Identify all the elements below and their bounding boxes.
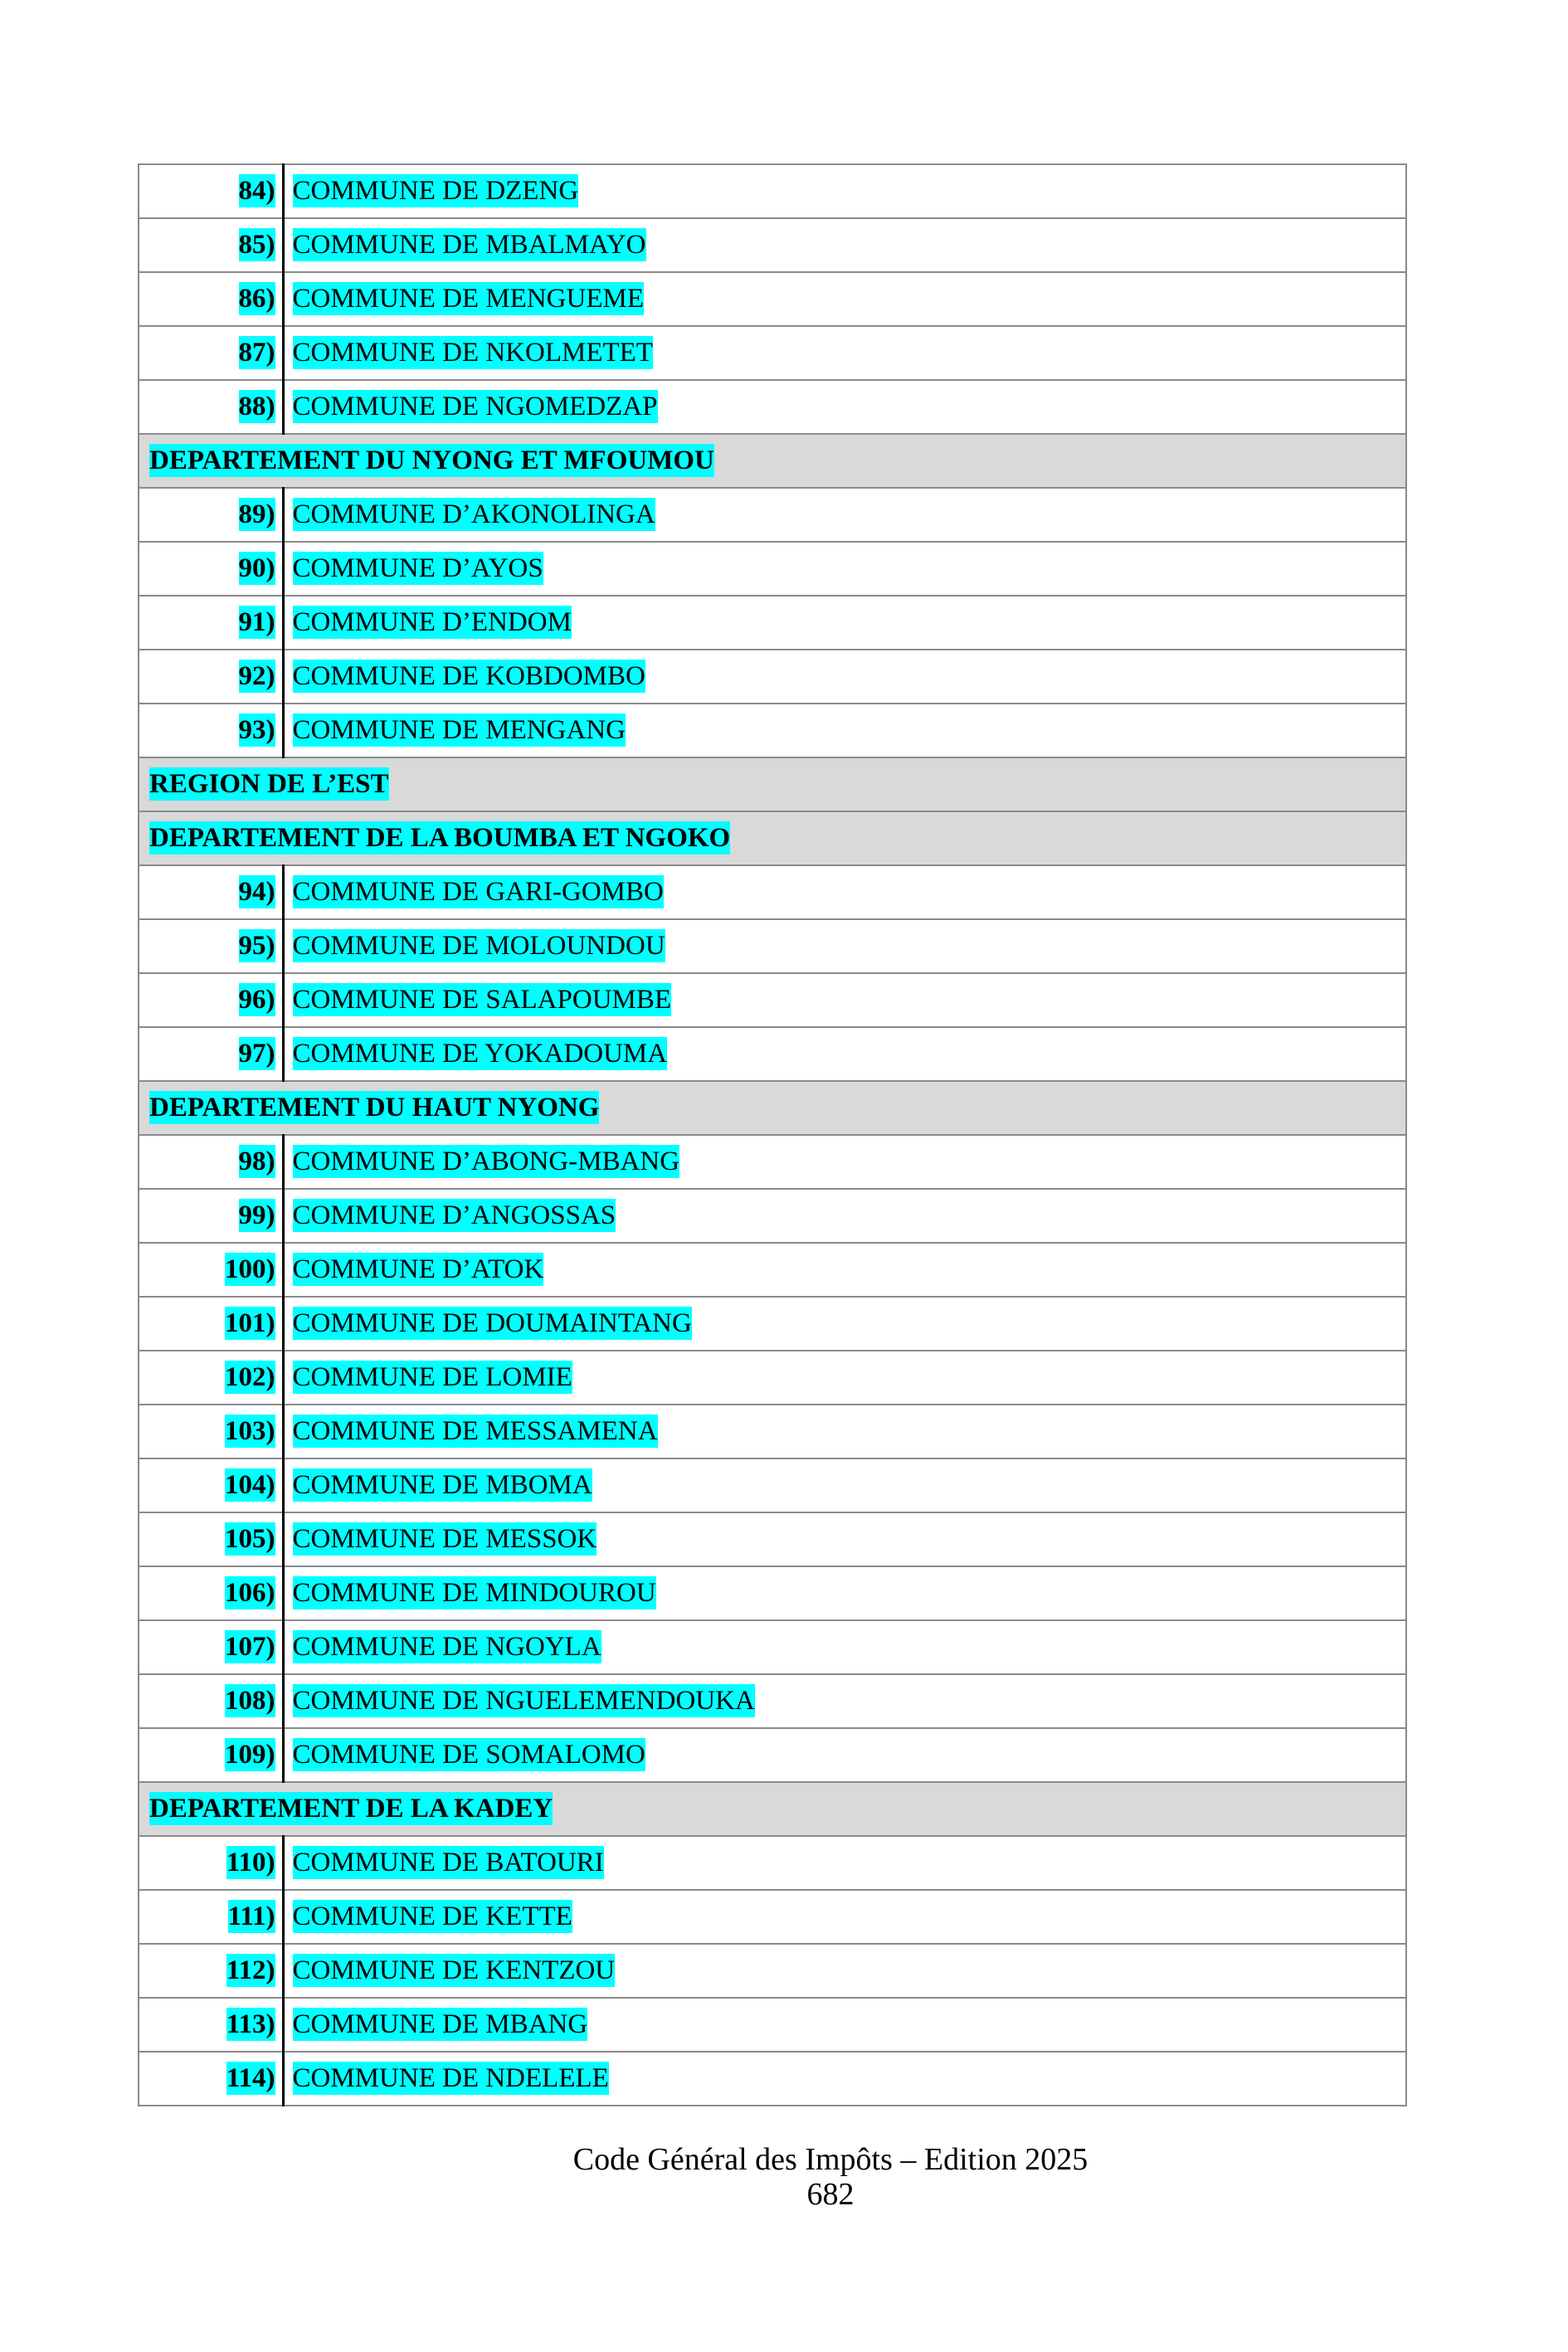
section-header-row [139, 757, 1406, 811]
commune-name-cell [283, 164, 1406, 218]
commune-name-cell [283, 1027, 1406, 1081]
commune-row [139, 1674, 1406, 1728]
row-number: 100) [225, 1254, 275, 1284]
commune-name-cell [283, 1405, 1406, 1458]
commune-name: COMMUNE DE LOMIE [292, 1362, 572, 1392]
section-header-text: DEPARTEMENT DE LA BOUMBA ET NGOKO [149, 823, 731, 853]
commune-name-cell [283, 919, 1406, 973]
commune-name-cell [283, 1674, 1406, 1728]
section-header-text: DEPARTEMENT DU NYONG ET MFOUMOU [149, 446, 714, 475]
commune-name-cell [283, 2052, 1406, 2106]
section-header-cell [139, 811, 1406, 865]
commune-row [139, 1243, 1406, 1297]
commune-name: COMMUNE D’ATOK [292, 1254, 544, 1284]
commune-row [139, 1944, 1406, 1998]
commune-row [139, 1189, 1406, 1243]
commune-name: COMMUNE DE SOMALOMO [292, 1740, 645, 1770]
row-number: 102) [225, 1362, 275, 1392]
commune-name: COMMUNE DE YOKADOUMA [292, 1039, 668, 1069]
row-number-cell [139, 1674, 283, 1728]
commune-name: COMMUNE D’AYOS [292, 553, 543, 583]
commune-name-cell [283, 1297, 1406, 1351]
commune-row [139, 272, 1406, 326]
row-number: 106) [225, 1578, 275, 1608]
row-number: 87) [238, 338, 275, 368]
row-number-cell [139, 865, 283, 919]
commune-name: COMMUNE DE NGUELEMENDOUKA [292, 1686, 755, 1716]
section-header-cell [139, 1081, 1406, 1135]
commune-name-cell [283, 272, 1406, 326]
commune-name-cell [283, 542, 1406, 596]
row-number-cell [139, 1836, 283, 1890]
row-number: 94) [238, 877, 275, 907]
row-number-cell [139, 1998, 283, 2052]
commune-name-cell [283, 1998, 1406, 2052]
section-header-row [139, 811, 1406, 865]
commune-name-cell [283, 704, 1406, 757]
commune-name-cell [283, 865, 1406, 919]
commune-row [139, 1836, 1406, 1890]
section-header-text: REGION DE L’EST [149, 769, 389, 799]
commune-row [139, 1512, 1406, 1566]
row-number-cell [139, 1512, 283, 1566]
communes-table-body [139, 164, 1406, 2106]
row-number-cell [139, 488, 283, 542]
commune-name-cell [283, 1836, 1406, 1890]
row-number: 85) [238, 230, 275, 260]
commune-row [139, 326, 1406, 380]
row-number: 90) [238, 553, 275, 583]
commune-row [139, 1027, 1406, 1081]
section-header-row [139, 1782, 1406, 1836]
footer-title: Code Général des Impôts – Edition 2025 [572, 2142, 1088, 2177]
commune-row [139, 380, 1406, 434]
commune-row [139, 1728, 1406, 1782]
commune-row [139, 1351, 1406, 1405]
row-number: 86) [238, 284, 275, 314]
row-number: 101) [225, 1308, 275, 1338]
row-number: 112) [226, 1955, 275, 1985]
row-number-cell [139, 1405, 283, 1458]
commune-name: COMMUNE DE MESSOK [292, 1524, 597, 1554]
row-number: 88) [238, 392, 275, 421]
commune-name: COMMUNE DE MESSAMENA [292, 1416, 658, 1446]
row-number: 114) [226, 2063, 275, 2093]
row-number: 108) [225, 1686, 275, 1716]
commune-name: COMMUNE DE DOUMAINTANG [292, 1308, 692, 1338]
row-number-cell [139, 1944, 283, 1998]
row-number: 107) [225, 1632, 275, 1662]
commune-row [139, 919, 1406, 973]
commune-name-cell [283, 488, 1406, 542]
commune-name-cell [283, 596, 1406, 650]
commune-name: COMMUNE DE MOLOUNDOU [292, 931, 665, 961]
row-number-cell [139, 704, 283, 757]
commune-row [139, 1998, 1406, 2052]
commune-name: COMMUNE DE NKOLMETET [292, 338, 653, 368]
row-number-cell [139, 650, 283, 704]
commune-name: COMMUNE DE NGOMEDZAP [292, 392, 658, 421]
commune-name: COMMUNE DE KOBDOMBO [292, 661, 645, 691]
commune-name-cell [283, 380, 1406, 434]
row-number-cell [139, 1458, 283, 1512]
commune-name-cell [283, 650, 1406, 704]
commune-name-cell [283, 1458, 1406, 1512]
commune-name: COMMUNE DE MINDOUROU [292, 1578, 656, 1608]
row-number-cell [139, 2052, 283, 2106]
row-number-cell [139, 272, 283, 326]
commune-name: COMMUNE DE SALAPOUMBE [292, 985, 672, 1015]
commune-name-cell [283, 973, 1406, 1027]
commune-name: COMMUNE DE MBOMA [292, 1470, 592, 1500]
commune-row [139, 1405, 1406, 1458]
commune-name-cell [283, 1566, 1406, 1620]
commune-row [139, 1458, 1406, 1512]
commune-name: COMMUNE DE KENTZOU [292, 1955, 616, 1985]
commune-name: COMMUNE DE DZENG [292, 176, 579, 206]
commune-name-cell [283, 1189, 1406, 1243]
row-number-cell [139, 919, 283, 973]
commune-row [139, 164, 1406, 218]
commune-row [139, 973, 1406, 1027]
row-number: 104) [225, 1470, 275, 1500]
commune-name: COMMUNE DE KETTE [292, 1902, 572, 1931]
commune-row [139, 218, 1406, 272]
row-number: 99) [238, 1200, 275, 1230]
commune-row [139, 704, 1406, 757]
communes-table [138, 163, 1407, 2106]
row-number: 96) [238, 985, 275, 1015]
row-number-cell [139, 164, 283, 218]
row-number: 98) [238, 1147, 275, 1176]
row-number-cell [139, 380, 283, 434]
row-number: 95) [238, 931, 275, 961]
commune-name: COMMUNE DE MENGUEME [292, 284, 644, 314]
commune-name: COMMUNE D’AKONOLINGA [292, 499, 655, 529]
commune-row [139, 596, 1406, 650]
commune-row [139, 1566, 1406, 1620]
commune-row [139, 2052, 1406, 2106]
commune-name: COMMUNE D’ENDOM [292, 607, 572, 637]
row-number-cell [139, 973, 283, 1027]
row-number-cell [139, 542, 283, 596]
section-header-row [139, 1081, 1406, 1135]
commune-row [139, 1297, 1406, 1351]
section-header-cell [139, 1782, 1406, 1836]
commune-name-cell [283, 326, 1406, 380]
row-number-cell [139, 1189, 283, 1243]
commune-name-cell [283, 1728, 1406, 1782]
commune-name: COMMUNE DE MENGANG [292, 715, 626, 745]
commune-row [139, 1890, 1406, 1944]
commune-name: COMMUNE D’ABONG-MBANG [292, 1147, 680, 1176]
row-number: 105) [225, 1524, 275, 1554]
commune-name-cell [283, 1351, 1406, 1405]
commune-name-cell [283, 1890, 1406, 1944]
row-number-cell [139, 1351, 283, 1405]
commune-name-cell [283, 1512, 1406, 1566]
section-header-row [139, 434, 1406, 488]
row-number-cell [139, 1297, 283, 1351]
row-number: 92) [238, 661, 275, 691]
row-number: 110) [226, 1848, 275, 1877]
commune-name: COMMUNE D’ANGOSSAS [292, 1200, 616, 1230]
commune-row [139, 1135, 1406, 1189]
section-header-cell [139, 434, 1406, 488]
commune-name-cell [283, 1944, 1406, 1998]
commune-name-cell [283, 1135, 1406, 1189]
commune-name-cell [283, 1243, 1406, 1297]
commune-name-cell [283, 1620, 1406, 1674]
row-number: 103) [225, 1416, 275, 1446]
row-number-cell [139, 1728, 283, 1782]
row-number: 97) [238, 1039, 275, 1069]
commune-row [139, 650, 1406, 704]
row-number: 113) [226, 2009, 275, 2039]
row-number-cell [139, 596, 283, 650]
row-number: 111) [227, 1902, 275, 1931]
commune-name: COMMUNE DE BATOURI [292, 1848, 604, 1877]
row-number: 93) [238, 715, 275, 745]
commune-row [139, 542, 1406, 596]
section-header-text: DEPARTEMENT DE LA KADEY [149, 1794, 553, 1824]
row-number-cell [139, 1620, 283, 1674]
section-header-cell [139, 757, 1406, 811]
row-number-cell [139, 1135, 283, 1189]
commune-name: COMMUNE DE NGOYLA [292, 1632, 601, 1662]
commune-name: COMMUNE DE NDELELE [292, 2063, 609, 2093]
commune-name: COMMUNE DE MBALMAYO [292, 230, 646, 260]
row-number: 91) [238, 607, 275, 637]
commune-row [139, 1620, 1406, 1674]
row-number-cell [139, 1566, 283, 1620]
section-header-text: DEPARTEMENT DU HAUT NYONG [149, 1093, 600, 1122]
commune-name: COMMUNE DE GARI-GOMBO [292, 877, 664, 907]
row-number-cell [139, 1243, 283, 1297]
commune-row [139, 865, 1406, 919]
row-number: 89) [238, 499, 275, 529]
commune-name: COMMUNE DE MBANG [292, 2009, 588, 2039]
row-number-cell [139, 1027, 283, 1081]
row-number-cell [139, 1890, 283, 1944]
row-number: 84) [238, 176, 275, 206]
row-number-cell [139, 218, 283, 272]
commune-name-cell [283, 218, 1406, 272]
row-number-cell [139, 326, 283, 380]
row-number: 109) [225, 1740, 275, 1770]
page-number: 682 [806, 2177, 855, 2212]
commune-row [139, 488, 1406, 542]
